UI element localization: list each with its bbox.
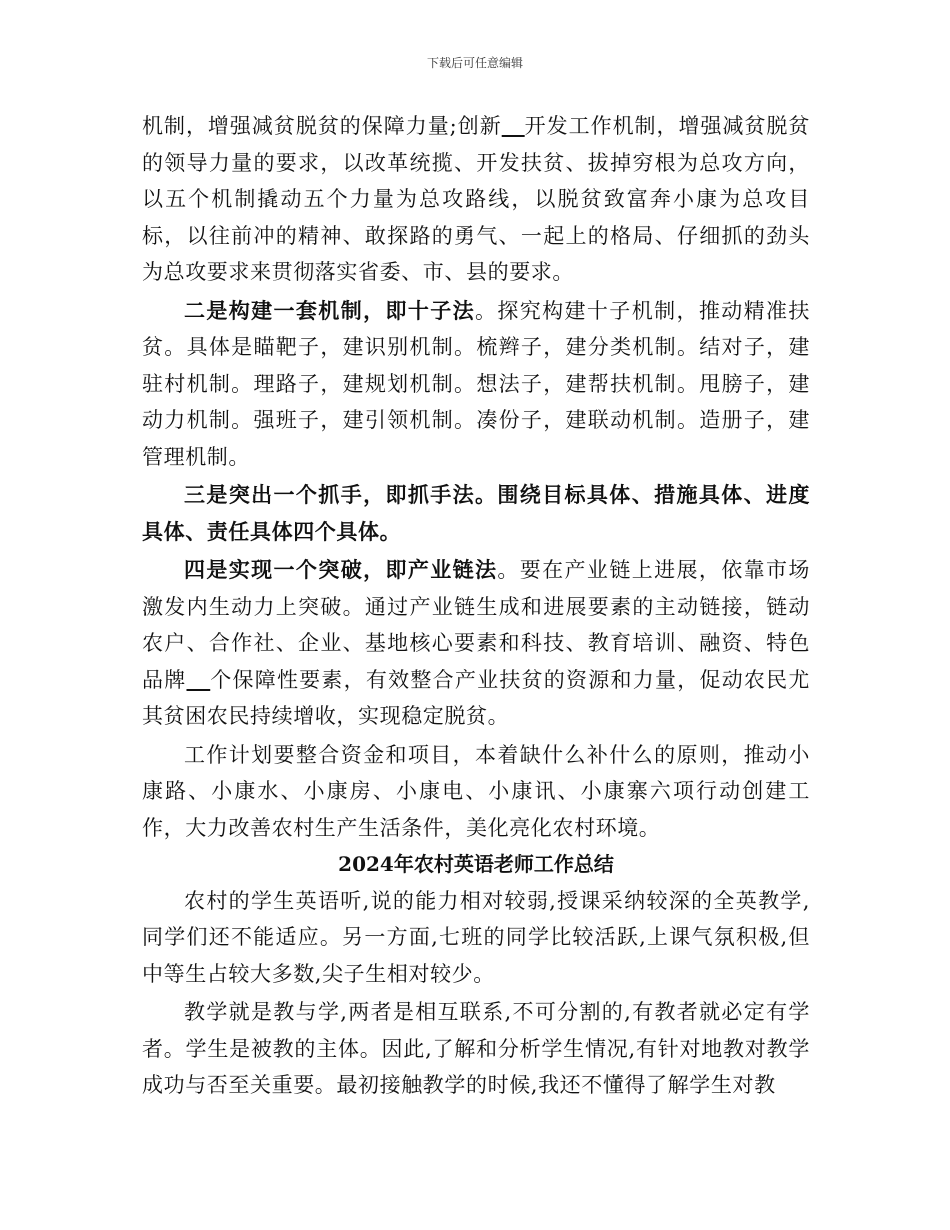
document-body xyxy=(142,108,810,1104)
blank-underline xyxy=(502,114,525,138)
page-header: 下载后可任意编辑 xyxy=(426,56,523,70)
paragraph-mechanism-intro xyxy=(142,108,810,291)
paragraph-text: 。要在产业链上进展，依靠市场激发内生动力上突破。通过产业链生成和进展要素的主动链接，链动农户、合作社、企业、基地核心要素和科技、教育培训、融资、特色品牌 xyxy=(142,558,810,692)
paragraph-teaching: 教学就是教与学,两者是相互联系,不可分割的,有教者就必定有学者。学生是被教的主体。因此,了解和分析学生情况,有针对地教对教学成功与否至关重要。最初接触教学的时候,我还不懂得了解学生对教 xyxy=(142,1000,810,1097)
blank-underline xyxy=(186,668,210,692)
section-title: 2024年农村英语老师工作总结 xyxy=(338,852,614,876)
paragraph-work-plan: 工作计划要整合资金和项目，本着缺什么补什么的原则，推动小康路、小康水、小康房、小康电、小康讯、小康寨六项行动创建工作，大力改善农村生产生活条件，美化亮化农村环境。 xyxy=(142,742,810,840)
paragraph-grip-method xyxy=(142,477,810,550)
paragraph-text: 机制，增强减贫脱贫的保障力量;创新 xyxy=(142,114,502,138)
paragraph-lead-bold: 三是突出一个抓手，即抓手法。围绕目标具体、措施具体、进度具体、责任具体四个具体。 xyxy=(142,482,810,544)
paragraph-student-ability: 农村的学生英语听,说的能力相对较弱,授课采纳较深的全英教学,同学们还不能适应。另一方面,七班的同学比较活跃,上课气氛积极,但中等生占较大多数,尖子生相对较少。 xyxy=(142,888,810,986)
paragraph-industry-chain xyxy=(142,552,810,735)
paragraph-text: 。探究构建十子机制，推动精准扶贫。具体是瞄靶子，建识别机制。梳辫子，建分类机制。结对子，建驻村机制。理路子，建规划机制。想法子，建帮扶机制。甩膀子，建动力机制。强班子，建引领机制。凑份子，建联动机制。造册子，建管理机制。 xyxy=(142,298,810,469)
paragraph-ten-methods xyxy=(142,293,810,476)
paragraph-lead-bold: 二是构建一套机制，即十子法 xyxy=(184,297,475,323)
paragraph-text: 开发工作机制，增强减贫脱贫的领导力量的要求，以改革统揽、开发扶贫、拔掉穷根为总攻方向，以五个机制撬动五个力量为总攻路线，以脱贫致富奔小康为总攻目标，以往前冲的精神、敢探路的勇气、一起上的格局、仔细抓的劲头为总攻要求来贯彻落实省委、市、县的要求。 xyxy=(142,114,810,284)
paragraph-lead-bold: 四是实现一个突破，即产业链法 xyxy=(184,557,498,582)
paragraph-text: 个保障性要素，有效整合产业扶贫的资源和力量，促动农民尤其贫困农民持续增收，实现稳定脱贫。 xyxy=(142,667,811,728)
